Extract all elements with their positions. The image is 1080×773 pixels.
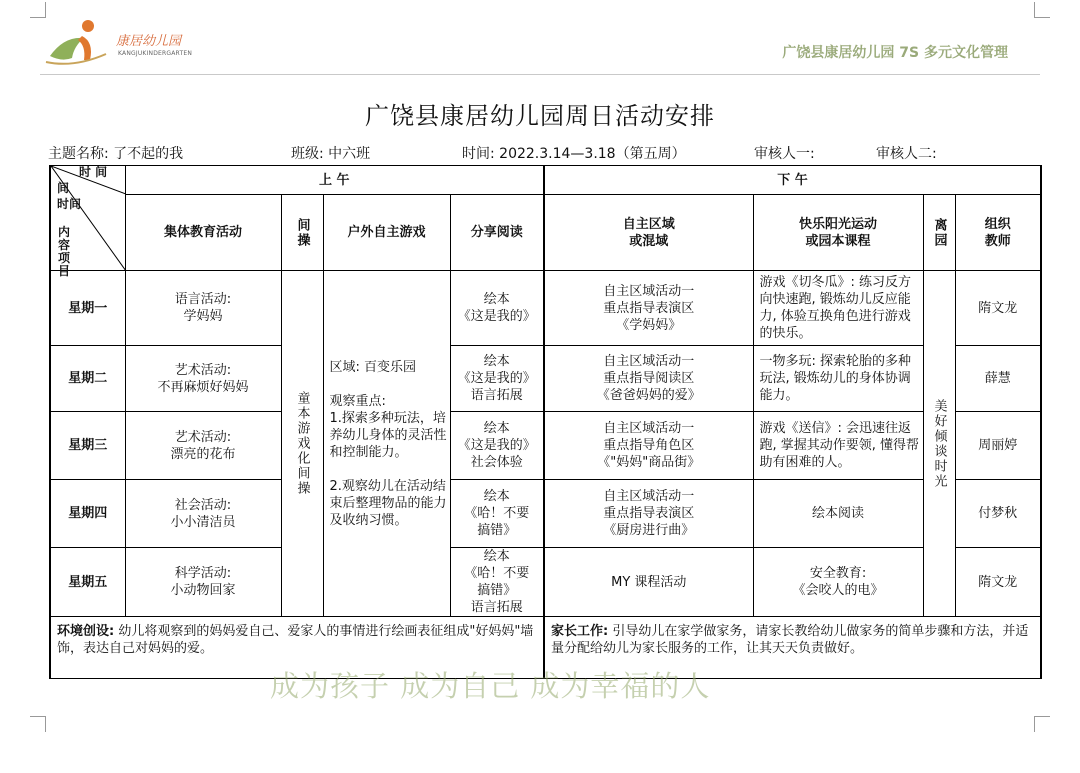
day-label: 星期四 bbox=[50, 480, 125, 548]
corner-label-1: 时 间 bbox=[79, 165, 108, 179]
corner-label-4: 内容项目 bbox=[57, 225, 70, 278]
area-activity-cell: 自主区域活动一 重点指导角色区 《"妈妈"商品街》 bbox=[544, 412, 753, 480]
section-morning: 上 午 bbox=[125, 166, 544, 195]
area-activity-cell: 自主区域活动一 重点指导阅读区 《爸爸妈妈的爱》 bbox=[544, 346, 753, 412]
col-reading: 分享阅读 bbox=[450, 195, 544, 271]
table-row bbox=[50, 271, 1041, 346]
col-outdoor-game: 户外自主游戏 bbox=[323, 195, 450, 271]
group-activity-cell: 艺术活动: 不再麻烦好妈妈 bbox=[125, 346, 281, 412]
area-activity-cell: MY 课程活动 bbox=[544, 548, 753, 617]
area-activity-cell: 自主区域活动一 重点指导表演区 《学妈妈》 bbox=[544, 271, 753, 346]
logo-brand-text: 康居幼儿园 bbox=[116, 34, 182, 49]
exercise-cell bbox=[281, 271, 323, 617]
group-activity-cell: 社会活动: 小小清洁员 bbox=[125, 480, 281, 548]
environment-text: 幼儿将观察到的妈妈爱自己、爱家人的事情进行绘画表征组成"好妈妈"墙饰，表达自己对妈妈的爱。 bbox=[57, 624, 534, 656]
table-row bbox=[50, 480, 1041, 548]
meta-time: 时间: 2022.3.14—3.18（第五周） bbox=[462, 146, 686, 162]
sport-cell: 绘本阅读 bbox=[753, 480, 923, 548]
sport-cell: 安全教育: 《会咬人的电》 bbox=[753, 548, 923, 617]
day-label: 星期二 bbox=[50, 346, 125, 412]
exercise-text: 童本游戏化间操 bbox=[294, 391, 310, 496]
day-label: 星期三 bbox=[50, 412, 125, 480]
reading-cell: 绘本 《哈！不要 搞错》 语言拓展 bbox=[450, 548, 544, 617]
teacher-cell: 隋文龙 bbox=[955, 271, 1041, 346]
parent-work-label: 家长工作: bbox=[551, 624, 609, 639]
group-activity-cell: 语言活动: 学妈妈 bbox=[125, 271, 281, 346]
col-group-activity: 集体教育活动 bbox=[125, 195, 281, 271]
sport-cell: 一物多玩: 探索轮胎的多种玩法, 锻炼幼儿的身体协调能力。 bbox=[753, 346, 923, 412]
leave-cell bbox=[923, 271, 955, 617]
col-leave-label: 离园 bbox=[931, 217, 947, 248]
logo-figure-icon bbox=[44, 16, 114, 68]
crop-mark-bottom-left bbox=[30, 716, 46, 732]
logo-english-text: KANGJUKINDERGARTEN bbox=[118, 50, 193, 57]
meta-class: 班级: 中六班 bbox=[291, 146, 371, 162]
col-leave bbox=[923, 195, 955, 271]
corner-label-2: 间 bbox=[57, 181, 70, 195]
sport-cell: 游戏《切冬瓜》: 练习反方向快速跑, 锻炼幼儿反应能力, 体验互换角色进行游戏的快乐。 bbox=[753, 271, 923, 346]
table-row bbox=[50, 412, 1041, 480]
reading-cell: 绘本 《这是我的》 bbox=[450, 271, 544, 346]
sport-cell: 游戏《送信》: 会迅速往返跑, 掌握其动作要领, 懂得帮助有困难的人。 bbox=[753, 412, 923, 480]
corner-header-cell bbox=[50, 165, 125, 278]
corner-label-3: 时间 bbox=[57, 197, 82, 211]
group-activity-cell: 艺术活动: 漂亮的花布 bbox=[125, 412, 281, 480]
kindergarten-logo bbox=[44, 12, 204, 68]
group-activity-cell: 科学活动: 小动物回家 bbox=[125, 548, 281, 617]
reading-cell: 绘本 《这是我的》 社会体验 bbox=[450, 412, 544, 480]
teacher-cell: 周丽婷 bbox=[955, 412, 1041, 480]
parent-work-text: 引导幼儿在家学做家务，请家长教给幼儿做家务的简单步骤和方法，并适量分配给幼儿为家长服务的工作，让其天天负责做好。 bbox=[551, 624, 1029, 656]
col-area-activity: 自主区域 或混域 bbox=[544, 195, 753, 271]
reading-cell: 绘本 《这是我的》 语言拓展 bbox=[450, 346, 544, 412]
slogan-watermark: 成为孩子 成为自己 成为幸福的人 bbox=[270, 669, 711, 703]
outdoor-game-cell: 区域: 百变乐园 观察重点: 1.探索多种玩法，培养幼儿身体的灵活性和控制能力。 2.观察幼儿在活动结束后整理物品的能力及收纳习惯。 bbox=[323, 271, 450, 617]
day-label: 星期五 bbox=[50, 548, 125, 617]
leave-text: 美好倾谈时光 bbox=[931, 398, 947, 489]
col-sport: 快乐阳光运动 或园本课程 bbox=[753, 195, 923, 271]
teacher-cell: 付梦秋 bbox=[955, 480, 1041, 548]
section-afternoon: 下 午 bbox=[544, 166, 1041, 195]
day-label: 星期一 bbox=[50, 271, 125, 346]
table-row bbox=[50, 346, 1041, 412]
col-exercise-label: 间操 bbox=[294, 217, 310, 248]
crop-mark-top-right bbox=[1034, 2, 1050, 18]
meta-reviewer-2: 审核人二: bbox=[876, 146, 937, 162]
reading-cell: 绘本 《哈！不要 搞错》 bbox=[450, 480, 544, 548]
meta-reviewer-1: 审核人一: bbox=[754, 146, 815, 162]
header-divider bbox=[40, 74, 1040, 75]
meta-theme: 主题名称: 了不起的我 bbox=[48, 146, 184, 162]
area-activity-cell: 自主区域活动一 重点指导表演区 《厨房进行曲》 bbox=[544, 480, 753, 548]
col-exercise bbox=[281, 195, 323, 271]
page-title: 广饶县康居幼儿园周日活动安排 bbox=[365, 102, 715, 130]
col-teacher: 组织 教师 bbox=[955, 195, 1041, 271]
crop-mark-bottom-right bbox=[1034, 716, 1050, 732]
teacher-cell: 隋文龙 bbox=[955, 548, 1041, 617]
schedule-table bbox=[49, 165, 1042, 679]
table-row bbox=[50, 548, 1041, 617]
header-motto: 广饶县康居幼儿园 7S 多元文化管理 bbox=[782, 45, 1008, 61]
teacher-cell: 薛慧 bbox=[955, 346, 1041, 412]
environment-label: 环境创设: bbox=[57, 624, 115, 639]
